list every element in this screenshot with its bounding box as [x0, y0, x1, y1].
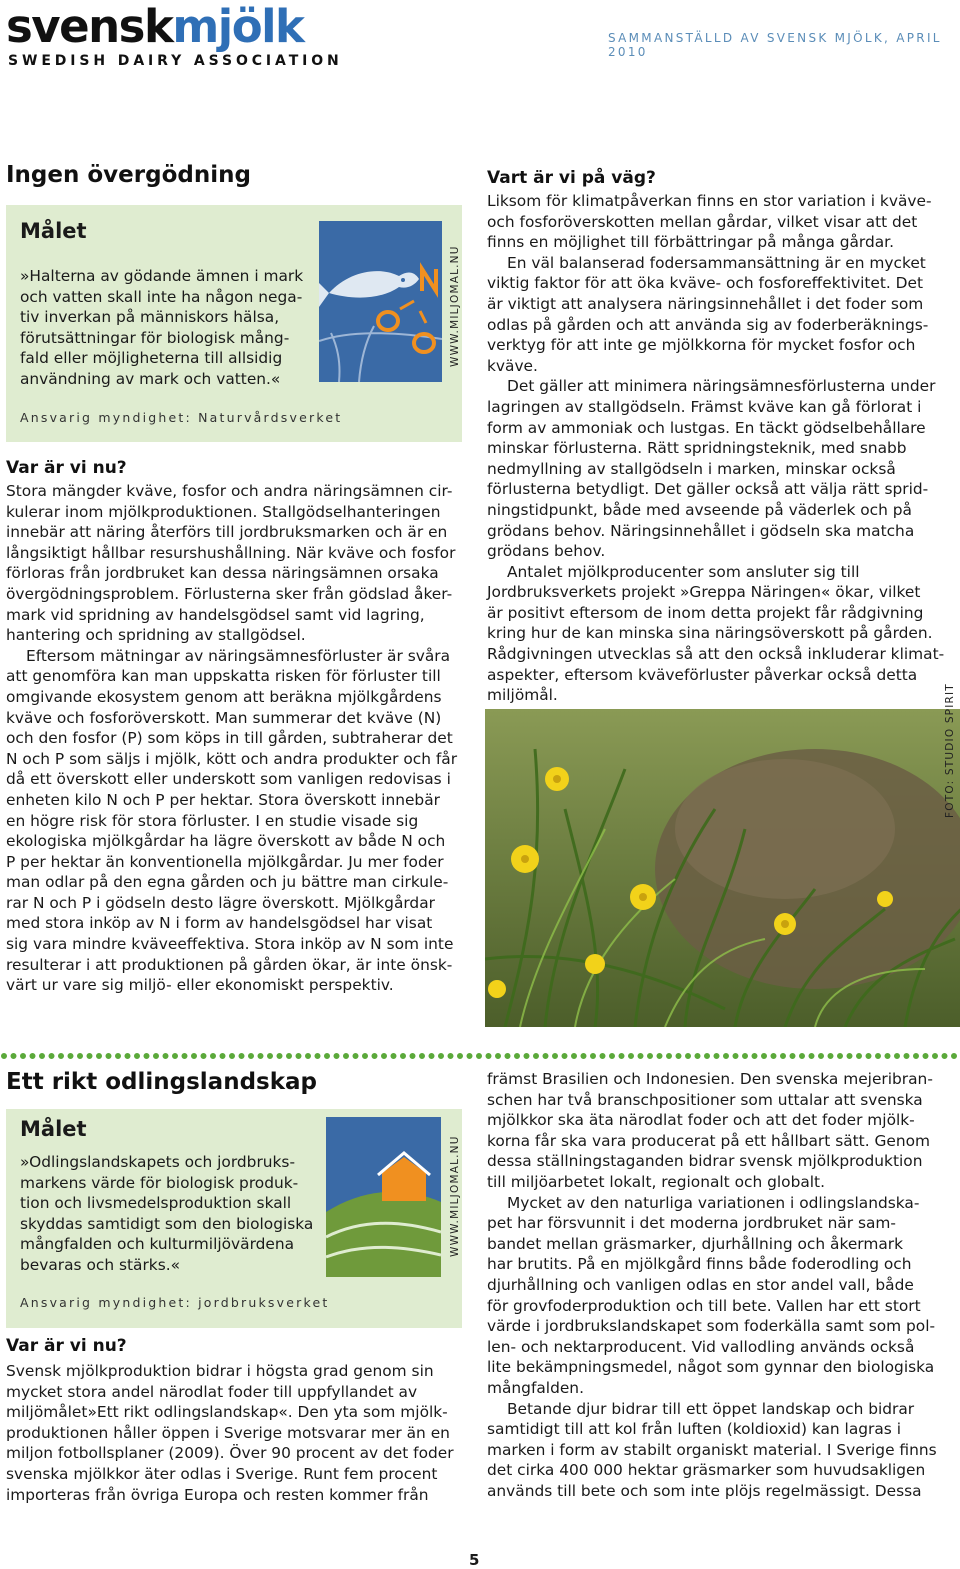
- goal-text: [20, 266, 320, 390]
- text-line: Stora mängder kväve, fosfor och andra näringsämnen cir-: [6, 482, 453, 500]
- section-title: Ingen övergödning: [6, 162, 251, 188]
- text-line: aspekter, eftersom kväveförluster påverkar också detta: [487, 665, 918, 684]
- text-line: rar N och P i gödseln desto lägre överskott. Mjölkgårdar: [6, 893, 435, 912]
- text-line: mångfalden och kulturmiljövärdena: [20, 1235, 295, 1254]
- text-line: långsiktigt hållbar resurshushållning. När kväve och fosfor: [6, 543, 456, 562]
- going-heading: Vart är vi på väg?: [487, 168, 656, 188]
- text-line: användning av mark och vatten.«: [20, 369, 281, 388]
- website-label: WWW.MILJOMAL.NU: [449, 245, 461, 367]
- text-line: lagringen av stallgödseln. Främst kväve kan gå förlorat i: [487, 397, 922, 416]
- text-line: bandet mellan gräsmarker, djurhållning och åkermark: [487, 1234, 904, 1253]
- field-photo: [485, 709, 960, 1027]
- text-line: resulterar i att produktionen på gården ökar, är inte önsk-: [6, 955, 453, 974]
- text-line: svenska mjölkkor äter odlas i Sverige. Runt fem procent: [6, 1464, 438, 1483]
- where-now2-text: [6, 1361, 466, 1505]
- text-line: miljömålet»Ett rikt odlingslandskap«. Den yta som mjölk-: [6, 1403, 448, 1422]
- logo-subtitle: SWEDISH DAIRY ASSOCIATION: [8, 53, 343, 69]
- text-line: »Odlingslandskapets och jordbruks-: [20, 1153, 296, 1171]
- text-line: värt ur vare sig miljö- eller ekonomiskt perspektiv.: [6, 976, 394, 995]
- where-now2-heading: Var är vi nu?: [6, 1336, 127, 1356]
- text-line: är viktigt att analysera näringsinnehållet i det foder som: [487, 294, 924, 313]
- text-line: och den fosfor (P) som köps in till gården, subtraherar det: [6, 729, 453, 748]
- text-line: bevaras och stärks.«: [20, 1255, 181, 1274]
- text-line: kring hur de kan minska sina näringsöverskott på gården.: [487, 624, 933, 643]
- text-line: mark vid spridning av handelsgödsel samt vid lagring,: [6, 605, 425, 624]
- goal2-text: [20, 1152, 325, 1276]
- logo-svensk: svensk: [6, 0, 173, 53]
- text-line: nedmyllning av stallgödseln i marken, minskar också: [487, 459, 896, 478]
- text-line: då ett överskott eller underskott som vanligen redovisas i: [6, 770, 451, 789]
- text-line: värde i jordbrukslandskapet som foderkälla samt som pol-: [487, 1317, 936, 1336]
- text-line: ekologiska mjölkgårdar ha lägre överskott av både N och: [6, 832, 446, 851]
- text-line: övergödningsproblem. Förlusterna sker från gödslad åker-: [6, 584, 453, 603]
- text-line: marken i form av stabilt organiskt material. I Sverige finns: [487, 1440, 937, 1459]
- text-line: Eftersom mätningar av näringsämnesförluster är svåra: [26, 646, 451, 665]
- text-line: en högre risk för stora förluster. I en studie visade sig: [6, 811, 419, 830]
- text-line: produktionen håller öppen i Sverige motsvarar mer än en: [6, 1423, 450, 1442]
- page-number: 5: [469, 1551, 480, 1569]
- text-line: fald eller möjligheterna till allsidig: [20, 349, 283, 368]
- text-line: hantering och spridning av stallgödsel.: [6, 626, 306, 645]
- text-line: förutsättningar för biologisk mång-: [20, 328, 290, 347]
- text-line: importeras från övriga Europa och resten kommer från: [6, 1485, 429, 1504]
- text-line: förloras från jordbruket kan dessa näringsämnen orsaka: [6, 564, 439, 583]
- text-line: tiv inverkan på människors hälsa,: [20, 308, 280, 327]
- text-line: dessa ställningstaganden bidrar svensk mjölkproduktion: [487, 1152, 923, 1171]
- where-now-text: [6, 481, 466, 996]
- text-line: mångfalden.: [487, 1378, 584, 1397]
- section-divider: [0, 1052, 960, 1060]
- goal-heading: Målet: [20, 219, 87, 243]
- going-text: [487, 191, 957, 706]
- text-line: grödans behov.: [487, 542, 606, 561]
- text-line: Mycket av den naturliga variationen i odlingslandska-: [507, 1193, 920, 1212]
- compiled-by: SAMMANSTÄLLD AV SVENSK MJÖLK, APRIL 2010: [608, 31, 942, 59]
- section2-right-text: [487, 1069, 957, 1501]
- text-line: Det gäller att minimera näringsämnesförlusterna under: [507, 377, 936, 396]
- text-line: markens värde för biologisk produk-: [20, 1173, 299, 1192]
- text-line: miljon fotbollsplaner (2009). Över 90 procent av det foder: [6, 1444, 454, 1463]
- text-line: med stora inköp av N i form av handelsgödsel har visat: [6, 914, 433, 933]
- text-line: sig vara mindre kväveeffektiva. Stora inköp av N som inte: [6, 935, 454, 954]
- text-line: Svensk mjölkproduktion bidrar i högsta grad genom sin: [6, 1362, 434, 1380]
- text-line: mjölkkor ska äta närodlat foder och att det foder mjölk-: [487, 1111, 915, 1130]
- section2-title: Ett rikt odlingslandskap: [6, 1069, 318, 1095]
- text-line: ningstidpunkt, både med avseende på väderlek och på: [487, 500, 912, 519]
- text-line: En väl balanserad fodersammansättning är en mycket: [507, 253, 926, 272]
- text-line: är positivt eftersom de inom detta projekt får rådgivning: [487, 603, 924, 622]
- goal2-heading: Målet: [20, 1117, 87, 1141]
- website2-label: WWW.MILJOMAL.NU: [449, 1135, 461, 1257]
- goal-box-2: [6, 1109, 462, 1328]
- text-line: det cirka 400 000 hektar gräsmarker som huvudsakligen: [487, 1461, 926, 1480]
- text-line: att genomföra kan man uppskatta risken för förluster till: [6, 667, 441, 686]
- text-line: kväve och fosforöverskott. Man summerar det kväve (N): [6, 708, 442, 727]
- text-line: djurhållning och vanligen odlas en stor andel vall, både: [487, 1275, 914, 1294]
- authority2-label: Ansvarig myndighet: jordbruksverket: [20, 1295, 330, 1310]
- text-line: man odlar på den egna gården och ju bättre man cirkule-: [6, 873, 449, 892]
- text-line: Jordbruksverkets projekt »Greppa Näringen« ökar, vilket: [487, 583, 921, 602]
- text-line: schen har två branschpositioner som uttalar att svenska: [487, 1090, 923, 1109]
- text-line: len- och nektarproducent. Vid vallodling används också: [487, 1337, 915, 1356]
- text-line: och vatten skall inte ha någon nega-: [20, 287, 303, 306]
- text-line: miljömål.: [487, 686, 558, 705]
- text-line: tion och livsmedelsproduktion skall: [20, 1194, 292, 1213]
- text-line: och fosforöverskotten mellan gårdar, vilket visar att det: [487, 212, 918, 231]
- logo-wordmark: [6, 0, 303, 54]
- text-line: viktig faktor för att öka kväve- och fosforeffektivitet. Det: [487, 274, 924, 293]
- text-line: P per hektar än konventionella mjölkgårdar. Ju mer foder: [6, 852, 444, 871]
- text-line: förlusterna betydligt. Det gäller också att välja rätt sprid-: [487, 480, 929, 499]
- text-line: odlas på gården och att använda sig av foderberäknings-: [487, 315, 929, 334]
- text-line: N och P som säljs i mjölk, kött och andra produkter och får: [6, 749, 458, 768]
- nutrient-symbols-icon: [374, 261, 444, 361]
- text-line: innebär att näring återförs till jordbruksmarken och är en: [6, 523, 448, 542]
- text-line: Liksom för klimatpåverkan finns en stor variation i kväve-: [487, 192, 932, 210]
- text-line: kväve.: [487, 356, 538, 375]
- text-line: kulerar inom mjölkproduktionen. Stallgödselhanteringen: [6, 502, 441, 521]
- text-line: verktyg för att inte ge mjölkkorna för mycket fosfor och: [487, 336, 916, 355]
- text-line: samtidigt till att kol från luften (koldioxid) kan lagras i: [487, 1420, 901, 1439]
- text-line: främst Brasilien och Indonesien. Den svenska mejeribran-: [487, 1070, 933, 1088]
- text-line: för grovfoderproduktion och till bete. Vallen har ett stort: [487, 1296, 921, 1315]
- text-line: skyddas samtidigt som den biologiska: [20, 1214, 314, 1233]
- text-line: till miljöarbetet lokalt, regionalt och globalt.: [487, 1172, 825, 1191]
- goal-box: [6, 205, 462, 442]
- text-line: lite bekämpningsmedel, något som gynnar den biologiska: [487, 1358, 935, 1377]
- photo-credit: FOTO: STUDIO SPIRIT: [944, 683, 956, 818]
- text-line: har brutits. På en mjölkgård finns både foderodling och: [487, 1255, 912, 1274]
- text-line: används till bete och som inte plöjs regelmässigt. Dessa: [487, 1481, 922, 1500]
- text-line: Antalet mjölkproducenter som ansluter sig till: [507, 562, 860, 581]
- where-now-heading: Var är vi nu?: [6, 458, 127, 478]
- text-line: enheten kilo N och P per hektar. Stora överskott innebär: [6, 790, 440, 809]
- text-line: »Halterna av gödande ämnen i mark: [20, 267, 304, 285]
- text-line: omgivande ekosystem genom att beräkna mjölkgårdens: [6, 687, 442, 706]
- text-line: form av ammoniak och lustgas. En täckt gödselbehållare: [487, 418, 926, 437]
- text-line: minskar förlusterna. Rätt spridningsteknik, med snabb: [487, 439, 907, 458]
- text-line: korna får ska vara producerat på ett hållbart sätt. Genom: [487, 1131, 931, 1150]
- text-line: pet har försvunnit i det moderna jordbruket när sam-: [487, 1214, 896, 1233]
- logo-mjolk: mjölk: [172, 0, 304, 53]
- text-line: finns en möjlighet till förbättringar på många gårdar.: [487, 233, 894, 252]
- text-line: Betande djur bidrar till ett öppet landskap och bidrar: [507, 1399, 915, 1418]
- landscape-barn-icon: [326, 1117, 441, 1277]
- text-line: Rådgivningen utvecklas så att den också inkluderar klimat-: [487, 645, 945, 664]
- text-line: grödans behov. Näringsinnehållet i gödseln ska matcha: [487, 521, 915, 540]
- authority-label: Ansvarig myndighet: Naturvårdsverket: [20, 410, 343, 425]
- text-line: mycket stora andel närodlat foder till uppfyllandet av: [6, 1382, 418, 1401]
